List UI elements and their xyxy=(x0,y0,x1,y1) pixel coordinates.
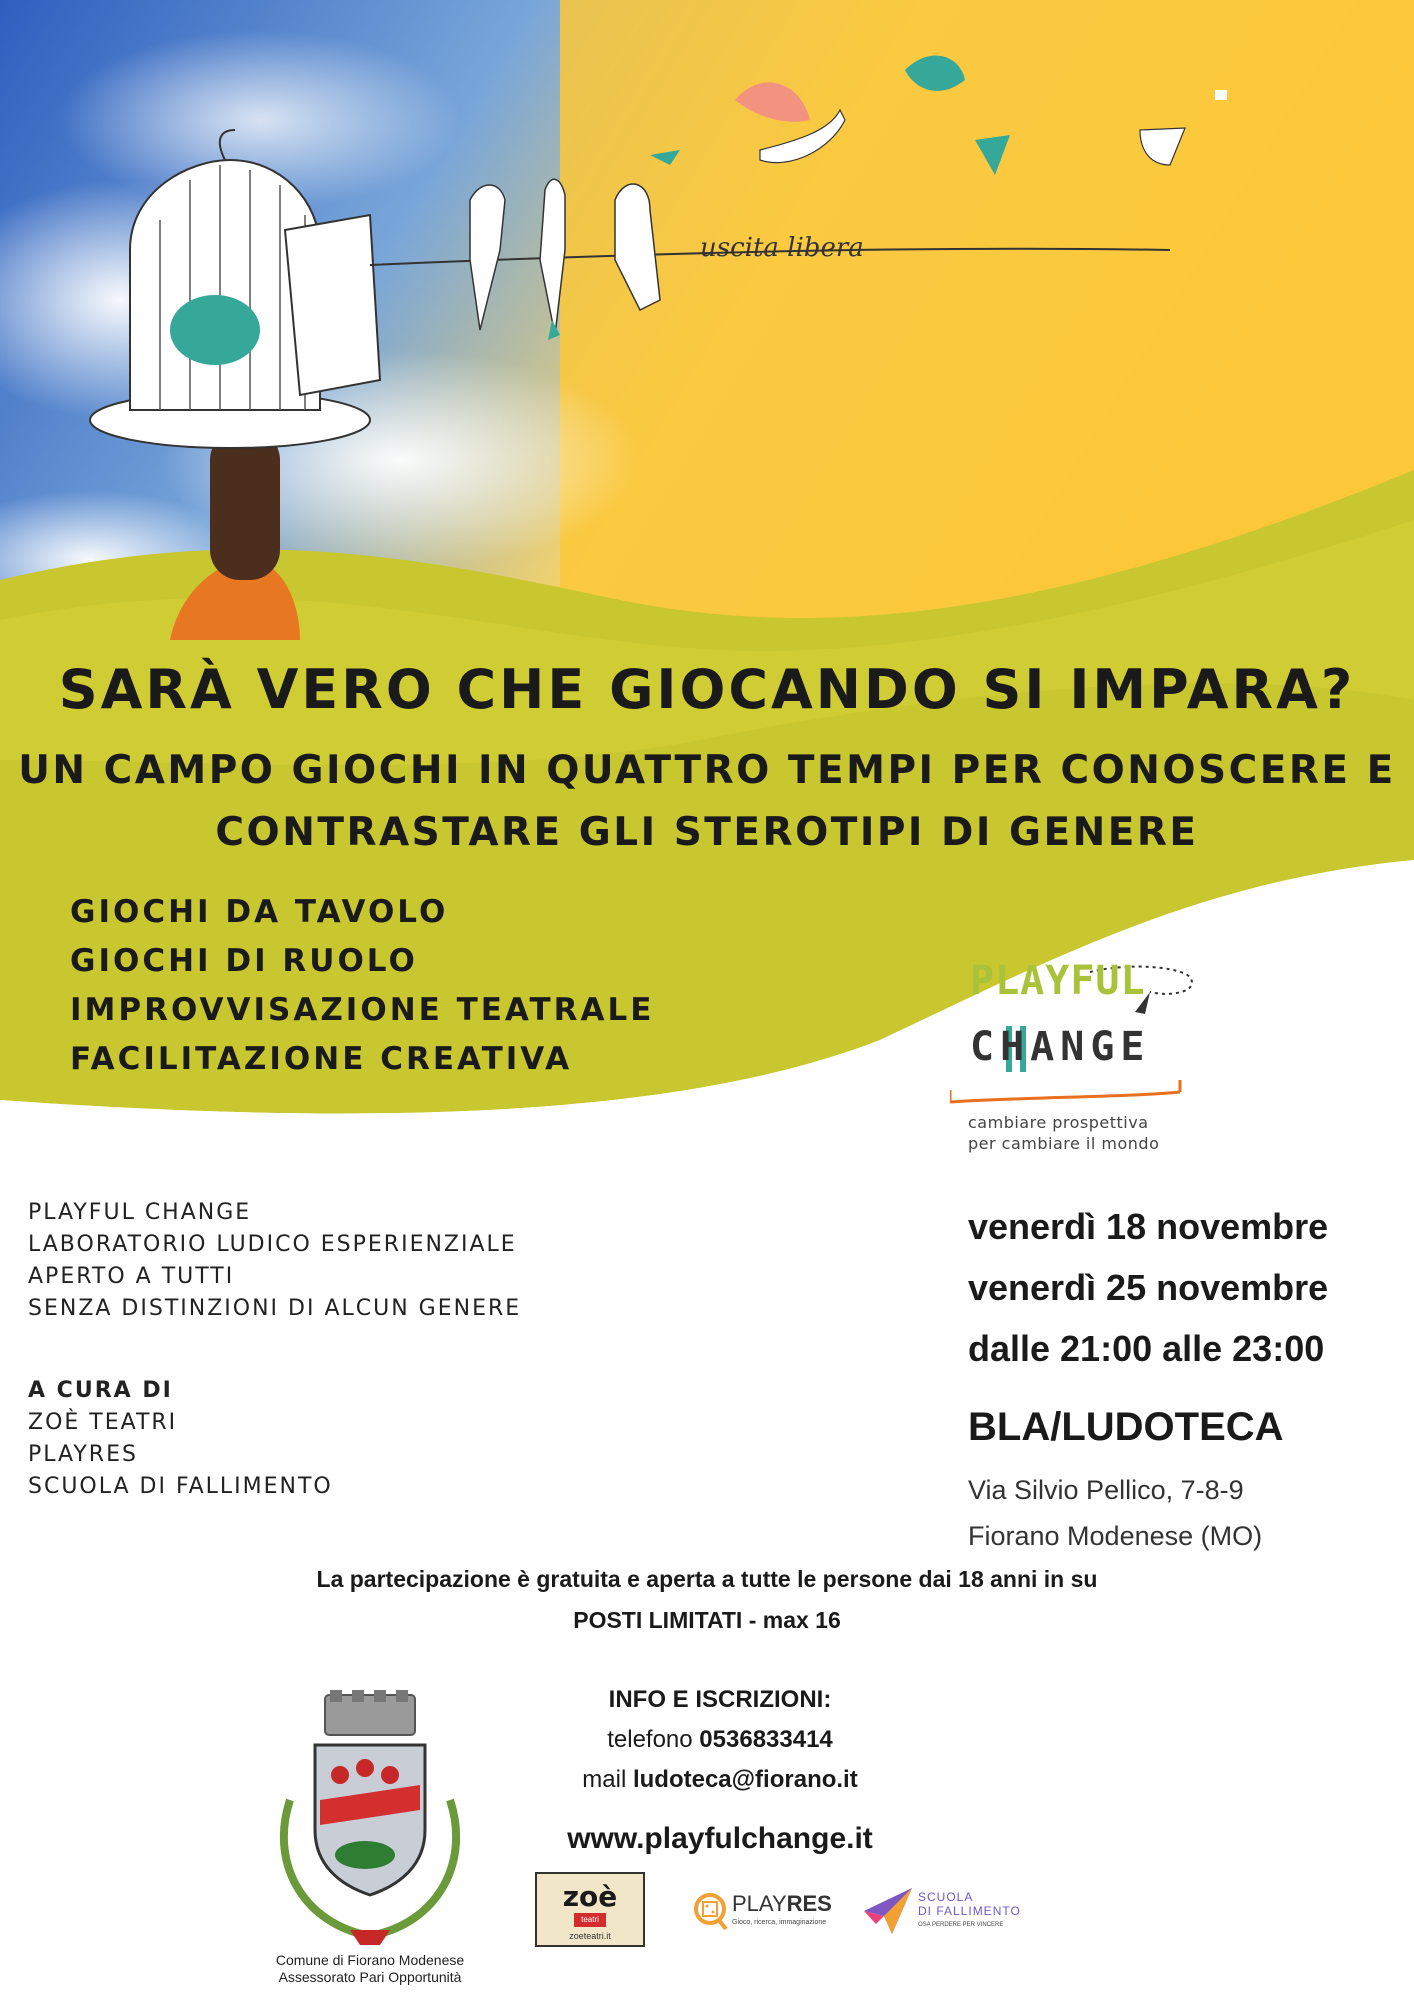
playful-change-logo xyxy=(950,952,1250,1162)
logo-tagline-line2: per cambiare il mondo xyxy=(968,1134,1160,1153)
playres-word-a: PLAY xyxy=(732,1891,787,1916)
spacer xyxy=(28,1325,521,1375)
about-line: APERTO A TUTTI xyxy=(28,1264,235,1289)
event-subtitle-line1: UN CAMPO GIOCHI IN QUATTRO TEMPI PER CONOSCERE E xyxy=(18,748,1396,793)
event-date: venerdì 25 novembre xyxy=(968,1267,1329,1308)
venue-name: BLA/LUDOTECA xyxy=(968,1405,1284,1449)
event-time: dalle 21:00 alle 23:00 xyxy=(968,1328,1325,1369)
venue-address xyxy=(968,1467,1262,1559)
curated-item: PLAYRES xyxy=(28,1442,138,1467)
contact-mail xyxy=(510,1760,930,1800)
mail-label: mail xyxy=(582,1766,627,1793)
contact-phone xyxy=(510,1720,930,1760)
curated-heading: A CURA DI xyxy=(28,1378,173,1403)
logo-tagline xyxy=(968,1112,1159,1154)
phone-label: telefono xyxy=(607,1726,693,1753)
activity-item: GIOCHI DA TAVOLO xyxy=(70,894,449,930)
participation-notice: La partecipazione è gratuita e aperta a tutte le persone dai 18 anni in su xyxy=(316,1566,1098,1592)
logo-tagline-line1: cambiare prospettiva xyxy=(968,1113,1149,1132)
limited-seats-notice: POSTI LIMITATI - max 16 xyxy=(573,1607,841,1633)
scuola-di-fallimento-logo xyxy=(862,1882,1022,1942)
about-line: SENZA DISTINZIONI DI ALCUN GENERE xyxy=(28,1296,522,1321)
curated-item: ZOÈ TEATRI xyxy=(28,1410,178,1435)
municipality-department: Assessorato Pari Opportunità xyxy=(278,1969,462,1985)
activities-list xyxy=(70,888,654,1084)
zoe-teatri-logo xyxy=(535,1872,645,1947)
playres-logo xyxy=(692,1885,852,1940)
phone-number[interactable]: 0536833414 xyxy=(699,1726,833,1753)
event-date: venerdì 18 novembre xyxy=(968,1206,1329,1247)
about-section xyxy=(28,1197,521,1503)
municipality-caption xyxy=(220,1952,520,1986)
contact-heading: INFO E ISCRIZIONI: xyxy=(608,1686,832,1713)
illustration-caption: uscita libera xyxy=(700,233,864,263)
curated-item: SCUOLA DI FALLIMENTO xyxy=(28,1474,333,1499)
about-line: PLAYFUL CHANGE xyxy=(28,1200,252,1225)
mail-address[interactable]: ludoteca@fiorano.it xyxy=(632,1766,858,1793)
zoe-word: zoè xyxy=(562,1880,618,1913)
event-subtitle xyxy=(0,740,1414,864)
municipality-coat-of-arms xyxy=(270,1690,470,1950)
zoe-badge: teatri xyxy=(574,1913,606,1927)
activity-item: FACILITAZIONE CREATIVA xyxy=(70,1041,573,1077)
playres-word-b: RES xyxy=(786,1891,832,1916)
event-subtitle-line2: CONTRASTARE GLI STEROTIPI DI GENERE xyxy=(215,810,1199,855)
playres-tagline: Gioco, ricerca, immaginazione xyxy=(732,1919,827,1926)
activity-item: IMPROVVISAZIONE TEATRALE xyxy=(70,992,655,1028)
scuola-word xyxy=(918,1890,1021,1918)
event-schedule xyxy=(968,1196,1328,1379)
playres-word xyxy=(732,1891,832,1917)
scuola-word-line1: SCUOLA xyxy=(918,1890,974,1904)
paper-plane-icon xyxy=(862,1886,914,1936)
scuola-tagline: OSA PERDERE PER VINCERE xyxy=(918,1922,1004,1928)
activity-item: GIOCHI DI RUOLO xyxy=(70,943,418,979)
zoe-url: zoeteatri.it xyxy=(569,1931,611,1941)
municipality-name: Comune di Fiorano Modenese xyxy=(275,1952,465,1968)
about-line: LABORATORIO LUDICO ESPERIENZIALE xyxy=(28,1232,517,1257)
website-link[interactable]: www.playfulchange.it xyxy=(567,1822,873,1855)
logo-word-playful: PLAYFUL xyxy=(970,958,1146,1004)
venue-address-line2: Fiorano Modenese (MO) xyxy=(968,1521,1263,1551)
venue-address-line1: Via Silvio Pellico, 7-8-9 xyxy=(968,1475,1244,1505)
playres-dice-icon xyxy=(692,1891,728,1931)
event-title: SARÀ VERO CHE GIOCANDO SI IMPARA? xyxy=(58,658,1356,721)
scuola-word-line2: DI FALLIMENTO xyxy=(918,1904,1021,1918)
logo-word-change: CHANGE xyxy=(970,1024,1151,1070)
contact-section xyxy=(510,1680,930,1800)
